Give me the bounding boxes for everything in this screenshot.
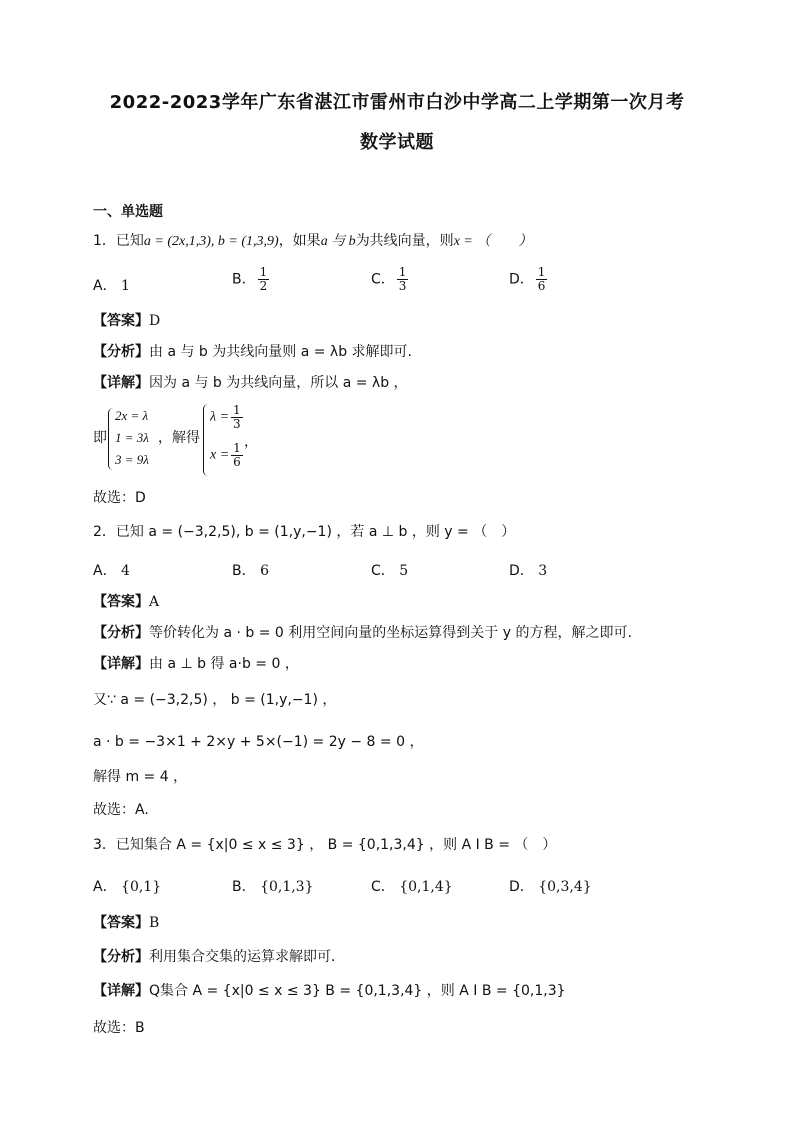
- q1-analysis: 【分析】由 a 与 b 为共线向量则 a = λb 求解即可.: [93, 344, 412, 360]
- q1-option-b: B． $\frac{1}{2}$: [232, 265, 268, 293]
- q1-answer: 【答案】D: [93, 313, 161, 329]
- q1-option-a: A． 1: [93, 278, 130, 294]
- section-heading: 一、单选题: [93, 204, 163, 220]
- q2-choose: 故选：A.: [93, 802, 149, 818]
- q3-option-d: D． {0,3,4}: [509, 879, 592, 895]
- q1-solution-end: ，: [244, 434, 258, 450]
- q2-answer: 【答案】A: [93, 594, 160, 610]
- q3-answer: 【答案】B: [93, 915, 160, 931]
- q1-system-eq2: 1 = 3λ: [115, 430, 149, 445]
- q2-analysis: 【分析】等价转化为 a · b = 0 利用空间向量的坐标运算得到关于 y 的方程，解之即可.: [93, 625, 632, 641]
- q2-detail: 【详解】由 a ⊥ b 得 a·b = 0 ，: [93, 656, 299, 672]
- q1-solution-x: x = $\frac{1}{6}$: [210, 441, 241, 469]
- q2-option-b: B． 6: [232, 563, 269, 579]
- exam-title-line1: 2022-2023学年广东省湛江市雷州市白沙中学高二上学期第一次月考: [109, 92, 685, 113]
- q1-choose: 故选：D: [93, 490, 146, 506]
- q1-system-eq1: 2x = λ: [115, 408, 149, 423]
- q2-option-a: A． 4: [93, 563, 130, 579]
- q1-solution-lambda: λ = $\frac{1}{3}$: [210, 403, 241, 431]
- q1-system-brace: [108, 408, 113, 470]
- q1-detail: 【详解】因为 a 与 b 为共线向量，所以 a = λb ，: [93, 375, 408, 391]
- q1-solution-brace: [203, 404, 208, 476]
- q1-option-d: D． $\frac{1}{6}$: [509, 265, 546, 293]
- q1-system-prefix: 即: [93, 430, 107, 446]
- q2-stem: 2．已知 a = (−3,2,5), b = (1,y,−1) ，若 a ⊥ b ，则 y = （ ）: [93, 524, 516, 540]
- q1-stem: 1．已知a = (2x,1,3), b = (1,3,9)，如果a 与 b为共线向量，则x = （ ）: [93, 233, 533, 249]
- q3-choose: 故选：B: [93, 1020, 145, 1036]
- q2-line4: 解得 m = 4 ，: [93, 769, 188, 785]
- q1-option-c: C． $\frac{1}{3}$: [371, 265, 407, 293]
- q3-option-a: A． {0,1}: [93, 879, 162, 895]
- q2-option-d: D． 3: [509, 563, 548, 579]
- q2-line2: 又∵ a = (−3,2,5) ， b = (1,y,−1) ，: [93, 692, 337, 708]
- q3-analysis: 【分析】利用集合交集的运算求解即可．: [93, 949, 345, 965]
- q3-detail: 【详解】Q集合 A = {x|0 ≤ x ≤ 3} B = {0,1,3,4} ，则 A I B = {0,1,3}: [93, 983, 566, 999]
- exam-title-line2: 数学试题: [360, 132, 434, 153]
- q3-stem: 3．已知集合 A = {x|0 ≤ x ≤ 3} ， B = {0,1,3,4} ，则 A I B = （ ）: [93, 837, 557, 853]
- q3-option-b: B． {0,1,3}: [232, 879, 314, 895]
- q2-option-c: C． 5: [371, 563, 409, 579]
- q3-option-c: C． {0,1,4}: [371, 879, 453, 895]
- q1-solve-word: ，解得: [158, 430, 200, 446]
- q1-system-eq3: 3 = 9λ: [115, 452, 149, 467]
- q2-line3: a · b = −3×1 + 2×y + 5×(−1) = 2y − 8 = 0 ，: [93, 734, 424, 750]
